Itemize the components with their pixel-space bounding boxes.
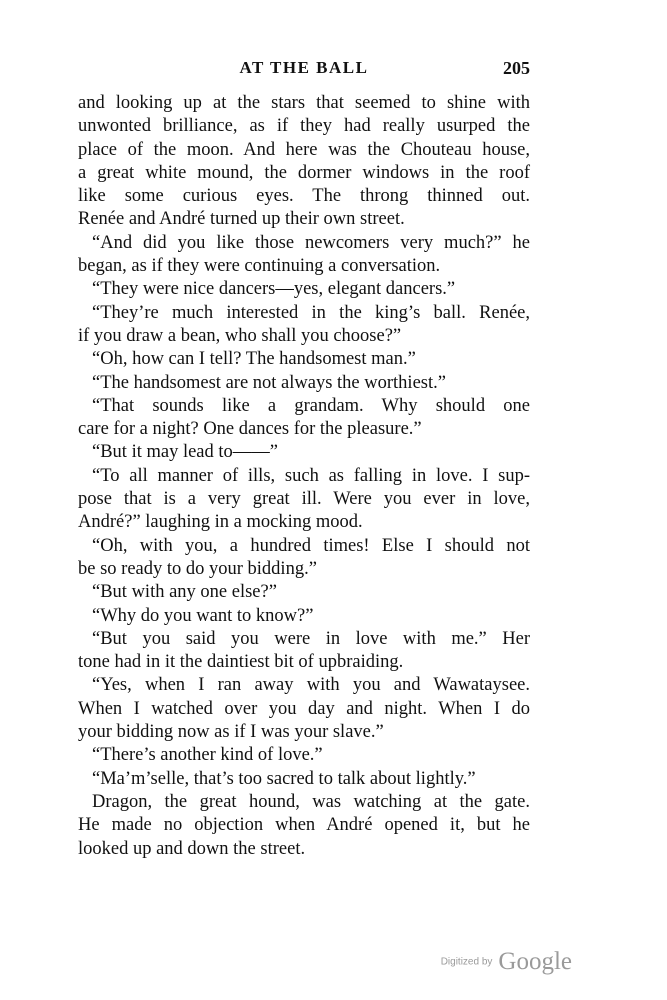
- text-line: “But you said you were in love with me.” Her: [92, 628, 530, 649]
- text-line: unwonted brilliance, as if they had really usurped the: [78, 116, 530, 137]
- text-line: “Ma’m’selle, that’s too sacred to talk about lightly.”: [92, 768, 476, 789]
- text-line: “They were nice dancers—yes, elegant dancers.”: [92, 279, 456, 300]
- text-line: your bidding now as if I was your slave.”: [78, 722, 384, 743]
- text-line: Dragon, the great hound, was watching at the gate.: [92, 791, 530, 812]
- text-line: be so ready to do your bidding.”: [78, 558, 317, 579]
- text-line: He made no objection when André opened it, but he: [78, 815, 530, 836]
- text-line: “There’s another kind of love.”: [92, 745, 323, 766]
- text-line: André?” laughing in a mocking mood.: [78, 512, 363, 533]
- body-text: [78, 92, 530, 861]
- text-line: “Why do you want to know?”: [92, 605, 314, 626]
- text-line: “They’re much interested in the king’s ball. Renée,: [92, 302, 530, 323]
- text-line: care for a night? One dances for the pleasure.”: [78, 419, 422, 440]
- text-line: “Oh, how can I tell? The handsomest man.”: [92, 349, 416, 370]
- text-line: “But with any one else?”: [92, 582, 277, 603]
- watermark-prefix: Digitized by: [440, 956, 493, 968]
- text-line: “To all manner of ills, such as falling in love. I sup-: [92, 465, 530, 486]
- text-line: began, as if they were continuing a conversation.: [78, 256, 441, 277]
- text-line: “And did you like those newcomers very much?” he: [92, 232, 530, 253]
- text-line: “That sounds like a grandam. Why should one: [92, 395, 530, 416]
- google-logo: Google: [498, 948, 572, 975]
- text-line: looked up and down the street.: [78, 838, 306, 859]
- text-line: pose that is a very great ill. Were you ever in love,: [78, 489, 530, 510]
- text-line: place of the moon. And here was the Chouteau house,: [78, 139, 530, 160]
- text-line: “Oh, with you, a hundred times! Else I should not: [92, 535, 530, 556]
- page-header: [78, 58, 530, 82]
- text-line: if you draw a bean, who shall you choose?”: [78, 325, 402, 346]
- text-line: Renée and André turned up their own street.: [78, 209, 405, 230]
- text-line: like some curious eyes. The throng thinned out.: [78, 186, 530, 207]
- text-line: “But it may lead to——”: [92, 442, 278, 463]
- digitized-watermark: [441, 948, 572, 976]
- text-line: “The handsomest are not always the worthiest.”: [92, 372, 446, 393]
- text-line: tone had in it the daintiest bit of upbraiding.: [78, 652, 404, 673]
- running-title: AT THE BALL: [239, 58, 369, 77]
- text-line: and looking up at the stars that seemed to shine with: [78, 93, 530, 113]
- text-line: “Yes, when I ran away with you and Wawataysee.: [92, 675, 530, 696]
- page-number: 205: [503, 58, 530, 78]
- text-line: When I watched over you day and night. When I do: [78, 698, 530, 719]
- text-line: a great white mound, the dormer windows in the roof: [78, 162, 530, 183]
